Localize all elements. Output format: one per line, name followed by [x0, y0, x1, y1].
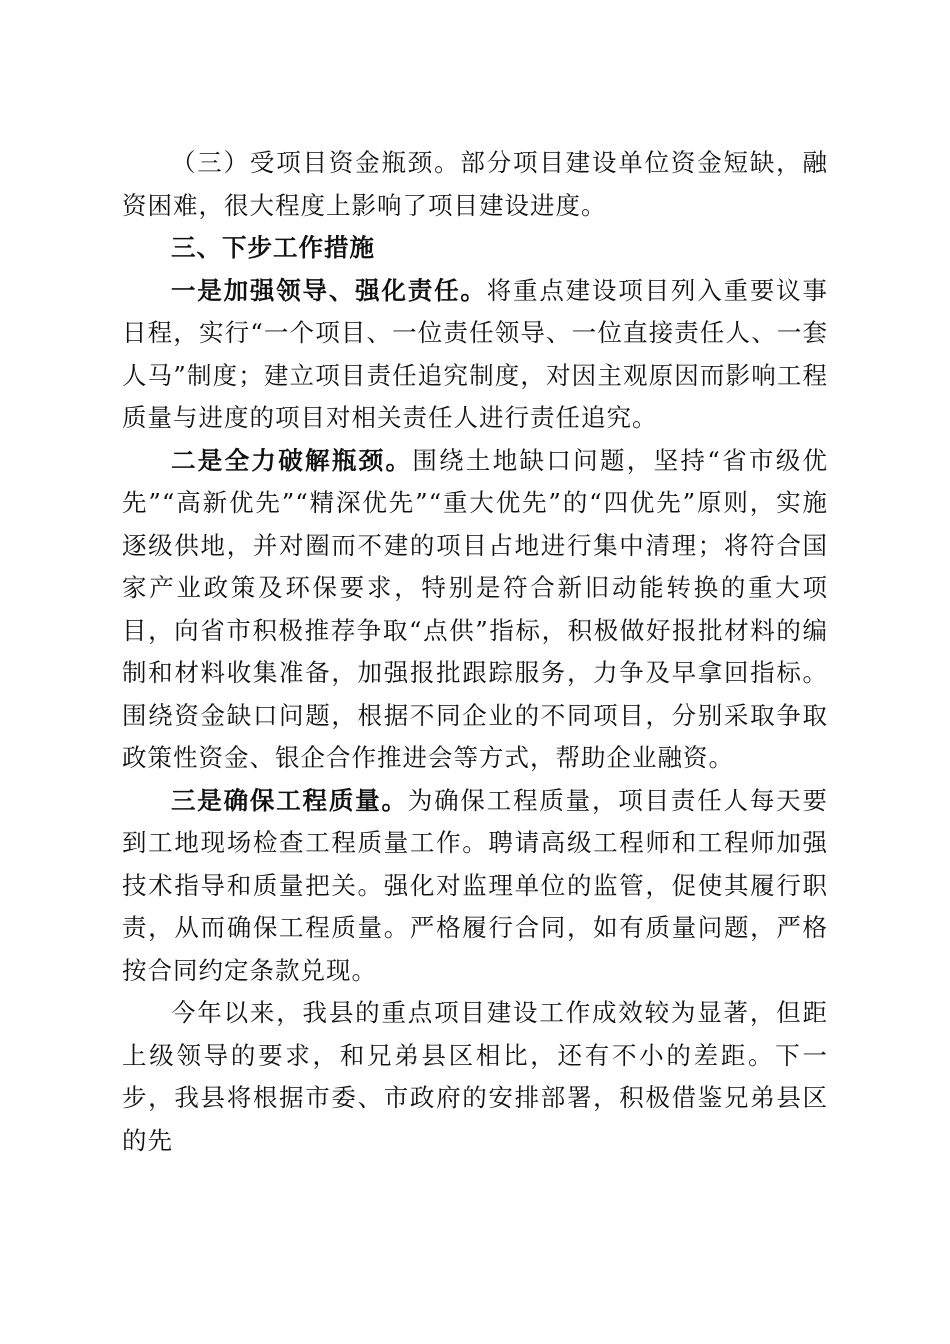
paragraph-summary — [122, 992, 828, 1162]
paragraph-text: 今年以来，我县的重点项目建设工作成效较为显著，但距上级领导的要求，和兄弟县区相比，还有不小的差距。下一步，我县将根据市委、市政府的安排部署，积极借鉴兄弟县区的先 — [122, 998, 828, 1155]
paragraph-text: 将重点建设项目列入重要议事日程，实行“一个项目、一位责任领导、一位直接责任人、一套人马”制度；建立项目责任追究制度，对因主观原因而影响工程质量与进度的项目对相关责任人进行责任追究。 — [122, 275, 828, 432]
paragraph-lead: 一是加强领导、强化责任。 — [171, 275, 487, 305]
paragraph-lead: 二是全力破解瓶颈。 — [171, 445, 413, 475]
paragraph-quality — [122, 780, 828, 993]
section-heading: 三、下步工作措施 — [171, 233, 375, 262]
paragraph-lead: 三是确保工程质量。 — [171, 785, 408, 815]
paragraph-leadership — [122, 270, 828, 440]
document-body — [122, 142, 828, 1162]
paragraph-text: 为确保工程质量，项目责任人每天要到工地现场检查工程质量工作。聘请高级工程师和工程师加强技术指导和质量把关。强化对监理单位的监管，促使其履行职责，从而确保工程质量。严格履行合同，如有质量问题，严格按合同约定条款兑现。 — [122, 785, 828, 985]
paragraph-text: 围绕土地缺口问题，坚持“省市级优先”“高新优先”“精深优先”“重大优先”的“四优先”原则，实施逐级供地，并对圈而不建的项目占地进行集中清理；将符合国家产业政策及环保要求，特别是符合新旧动能转换的重大项目，向省市积极推荐争取“点供”指标，积极做好报批材料的编制和材料收集准备，加强报批跟踪服务，力争及早拿回指标。围绕资金缺口问题，根据不同企业的不同项目，分别采取争取政策性资金、银企合作推进会等方式，帮助企业融资。 — [122, 445, 829, 772]
paragraph-funding-bottleneck — [122, 142, 828, 227]
paragraph-text: （三）受项目资金瓶颈。部分项目建设单位资金短缺，融资困难，很大程度上影响了项目建设进度。 — [122, 148, 828, 220]
paragraph-bottleneck — [122, 440, 828, 780]
